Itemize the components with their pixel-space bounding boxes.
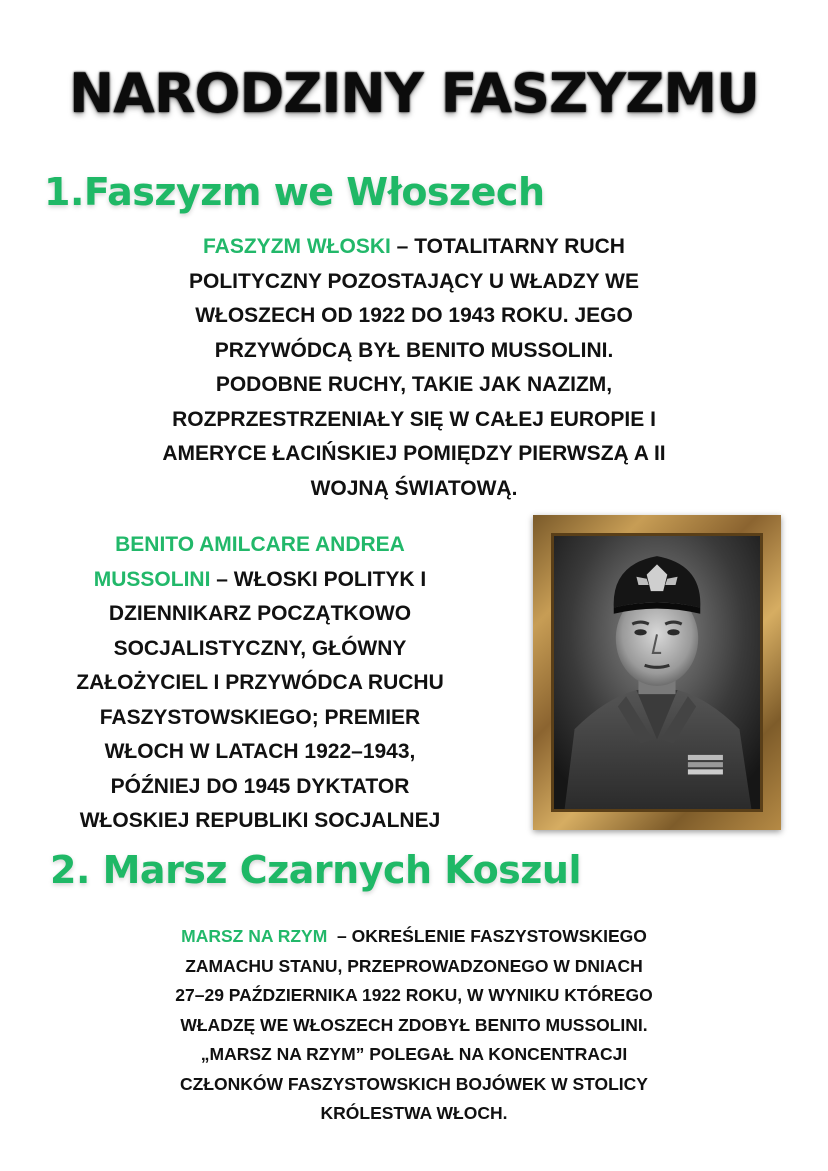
term-mussolini-surname: MUSSOLINI (93, 567, 211, 591)
march-line: KRÓLESTWA WŁOCH. (320, 1103, 508, 1123)
section-heading-march: 2. Marsz Czarnych Koszul (50, 848, 581, 892)
term-mussolini-name-line: BENITO AMILCARE ANDREA (115, 533, 405, 556)
term-italian-fascism: FASZYZM WŁOSKI (203, 235, 391, 258)
mussolini-bio (30, 528, 490, 839)
march-line: 27–29 PAŹDZIERNIKA 1922 ROKU, W WYNIKU KTÓREGO (175, 985, 653, 1005)
portrait-canvas (551, 533, 763, 812)
text-fragment: – OKREŚLENIE FASZYSTOWSKIEGO (327, 926, 647, 946)
bio-line: DZIENNIKARZ POCZĄTKOWO (108, 602, 412, 625)
march-line: WŁADZĘ WE WŁOSZECH ZDOBYŁ BENITO MUSSOLINI. (180, 1014, 648, 1035)
text-fragment: – TOTALITARNY RUCH (390, 235, 625, 258)
bio-line: WŁOSKIEJ REPUBLIKI SOCJALNEJ (79, 809, 441, 832)
definition-line: WOJNĄ ŚWIATOWĄ. (310, 476, 518, 500)
bio-line: SOCJALISTYCZNY, GŁÓWNY (113, 636, 407, 660)
definition-line: ROZPRZESTRZENIAŁY SIĘ W CAŁEJ EUROPIE I (172, 407, 656, 431)
term-march-on-rome: MARSZ NA RZYM (181, 926, 328, 946)
march-line-1 (80, 922, 748, 952)
definition-line-1 (100, 230, 728, 265)
definition-line: WŁOSZECH OD 1922 DO 1943 ROKU. JEGO (195, 304, 633, 327)
march-line: „MARSZ NA RZYM” POLEGAŁ NA KONCENTRACJI (200, 1044, 628, 1064)
definition-line: PODOBNE RUCHY, TAKIE JAK NAZIZM, (215, 373, 613, 396)
bio-line: ZAŁOŻYCIEL I PRZYWÓDCA RUCHU (76, 671, 444, 694)
march-line: CZŁONKÓW FASZYSTOWSKICH BOJÓWEK W STOLICY (180, 1073, 648, 1094)
section-heading-fascism-italy: 1.Faszyzm we Włoszech (44, 170, 545, 214)
page-title: NARODZINY FASZYZMU (68, 62, 759, 125)
bio-line: WŁOCH W LATACH 1922–1943, (104, 740, 416, 763)
definition-line: AMERYCE ŁACIŃSKIEJ POMIĘDZY PIERWSZĄ A II (162, 442, 666, 465)
bio-line: PÓŹNIEJ DO 1945 DYKTATOR (110, 774, 410, 798)
march-on-rome-description (80, 922, 748, 1129)
fascism-definition (100, 230, 728, 506)
bio-line: FASZYSTOWSKIEGO; PREMIER (99, 705, 421, 729)
text-fragment: – WŁOSKI POLITYK I (210, 567, 427, 591)
definition-line: PRZYWÓDCĄ BYŁ BENITO MUSSOLINI. (214, 338, 614, 362)
bio-line-2 (30, 563, 490, 598)
march-line: ZAMACHU STANU, PRZEPROWADZONEGO W DNIACH (185, 955, 643, 976)
portrait-frame (533, 515, 781, 830)
framed-portrait-icon (554, 536, 760, 809)
definition-line: POLITYCZNY POZOSTAJĄCY U WŁADZY WE (189, 269, 639, 293)
